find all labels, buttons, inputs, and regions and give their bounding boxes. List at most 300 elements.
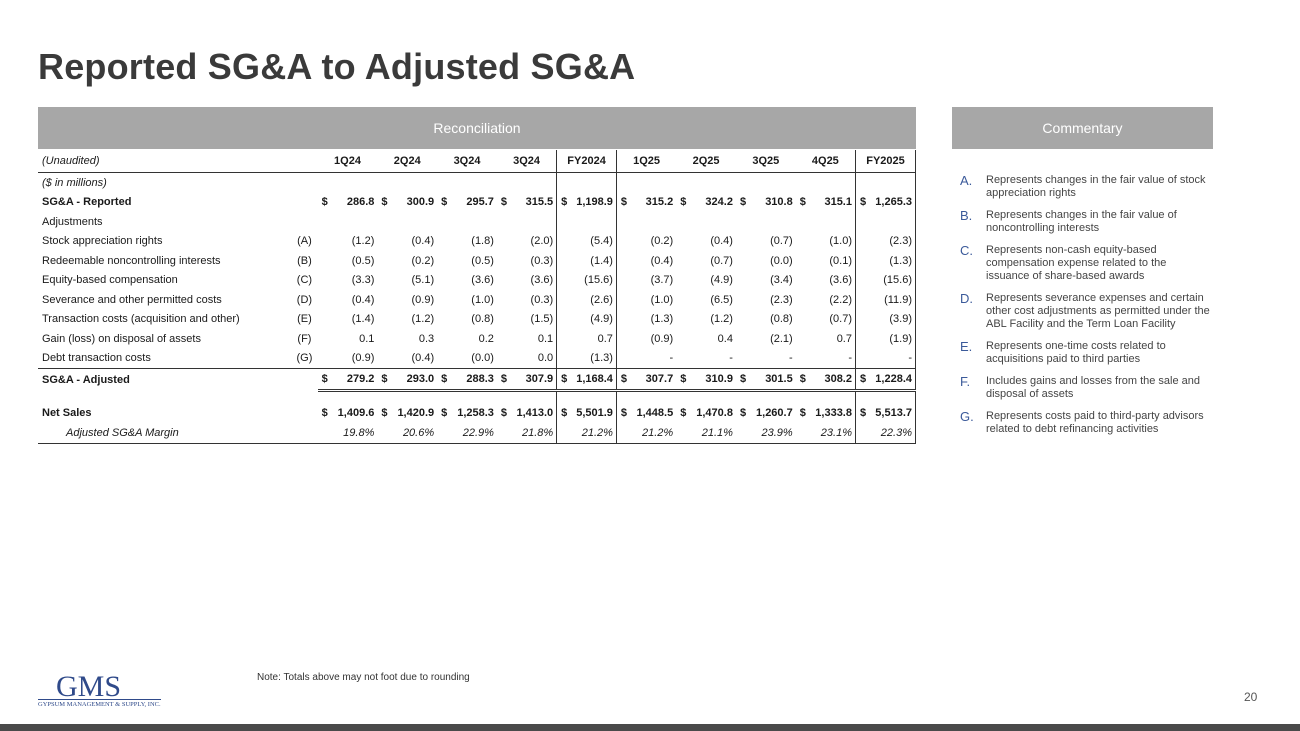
value-cell: (3.9) <box>870 310 916 330</box>
empty-cell <box>736 212 750 232</box>
currency-cell <box>557 423 571 443</box>
empty-cell <box>557 173 571 193</box>
commentary-text: Represents costs paid to third-party advisors related to debt refinancing activities <box>986 410 1204 435</box>
value-cell: 315.2 <box>645 196 674 209</box>
row-label: ($ in millions) <box>42 176 107 189</box>
currency-cell <box>377 232 391 252</box>
currency-cell <box>497 232 511 252</box>
column-header: 2Q25 <box>676 150 736 173</box>
commentary-letter: F. <box>960 374 971 389</box>
adjustment-row <box>38 271 916 291</box>
value-cell: 307.7 <box>631 369 677 391</box>
commentary-letter: A. <box>960 173 973 188</box>
empty-cell <box>557 390 571 404</box>
currency-cell: $ <box>680 196 687 209</box>
commentary-letter: E. <box>960 339 973 354</box>
value-cell: 300.9 <box>406 196 435 209</box>
value-cell: 21.2% <box>571 423 617 443</box>
currency-cell <box>557 232 571 252</box>
currency-cell: $ <box>500 407 508 420</box>
currency-cell: $ <box>557 193 571 213</box>
empty-cell <box>392 390 438 404</box>
row-ref <box>291 404 317 424</box>
currency-cell <box>497 290 511 310</box>
column-header: 3Q24 <box>437 150 497 173</box>
currency-cell <box>796 349 810 369</box>
currency-cell <box>736 290 750 310</box>
currency-cell <box>557 251 571 271</box>
value-cell: (1.3) <box>650 313 674 326</box>
currency-cell: $ <box>736 369 750 391</box>
empty-cell <box>690 212 736 232</box>
row-ref <box>291 423 317 443</box>
value-cell: 310.8 <box>765 196 793 209</box>
column-header: 3Q25 <box>736 150 796 173</box>
currency-cell <box>855 232 869 252</box>
footer-bar <box>0 724 1300 731</box>
row-label: Redeemable noncontrolling interests <box>42 254 221 267</box>
page-title: Reported SG&A to Adjusted SG&A <box>38 46 636 87</box>
value-cell: (5.1) <box>411 274 435 287</box>
value-cell: - <box>789 352 793 365</box>
value-cell: (0.3) <box>530 293 554 306</box>
currency-cell <box>616 251 630 271</box>
row-ref: (E) <box>297 313 312 326</box>
empty-cell <box>318 173 332 193</box>
row-ref <box>291 173 317 193</box>
row-ref: (F) <box>297 332 312 345</box>
row-label: Debt transaction costs <box>42 352 151 365</box>
value-cell: 0.7 <box>571 329 617 349</box>
value-cell: 0.3 <box>418 332 435 345</box>
adjusted-row <box>38 369 916 391</box>
currency-cell <box>318 329 332 349</box>
currency-cell <box>377 329 391 349</box>
currency-cell: $ <box>500 196 508 209</box>
value-cell: (1.5) <box>530 313 554 326</box>
margin-row <box>38 423 916 443</box>
value-cell: (5.4) <box>571 232 617 252</box>
value-cell: (3.7) <box>650 274 674 287</box>
currency-cell <box>796 232 810 252</box>
empty-cell <box>631 173 677 193</box>
value-cell: (1.9) <box>870 329 916 349</box>
empty-cell <box>437 212 451 232</box>
millions-row <box>38 173 916 193</box>
commentary-item <box>960 174 1210 200</box>
currency-cell <box>616 423 630 443</box>
adjustment-row <box>38 329 916 349</box>
value-cell: (0.3) <box>530 254 554 267</box>
rounding-note: Note: Totals above may not foot due to rounding <box>257 672 470 683</box>
currency-cell: $ <box>381 407 388 420</box>
commentary-item <box>960 292 1210 331</box>
empty-cell <box>796 390 810 404</box>
currency-cell <box>796 329 810 349</box>
value-cell: - <box>669 352 674 365</box>
value-cell: (2.2) <box>829 293 852 306</box>
empty-cell <box>332 212 378 232</box>
currency-cell: $ <box>855 193 869 213</box>
value-cell: (0.0) <box>471 352 494 365</box>
value-cell: (1.8) <box>471 235 494 248</box>
currency-cell: $ <box>381 196 388 209</box>
empty-cell <box>631 390 677 404</box>
adjustment-row <box>38 290 916 310</box>
adjustments-row <box>38 212 916 232</box>
unaudited-label: (Unaudited) <box>38 150 291 173</box>
commentary-item <box>960 209 1210 235</box>
currency-cell <box>676 251 690 271</box>
empty-cell <box>497 212 511 232</box>
row-ref <box>291 193 317 213</box>
currency-cell <box>557 310 571 330</box>
empty-cell <box>318 212 332 232</box>
commentary-list <box>960 174 1210 445</box>
row-label: SG&A - Adjusted <box>38 369 291 391</box>
value-cell: (1.0) <box>650 293 674 306</box>
currency-cell <box>557 290 571 310</box>
value-cell: (6.5) <box>710 293 733 306</box>
currency-cell <box>318 290 332 310</box>
value-cell: (1.2) <box>710 313 733 326</box>
value-cell: 315.5 <box>525 196 554 209</box>
empty-cell <box>676 390 690 404</box>
currency-cell <box>616 232 630 252</box>
empty-cell <box>796 212 810 232</box>
value-cell: 1,333.8 <box>815 407 852 420</box>
adjustment-row <box>38 310 916 330</box>
empty-cell <box>676 173 690 193</box>
value-cell: 1,228.4 <box>870 369 916 391</box>
empty-cell <box>810 390 856 404</box>
empty-cell <box>870 390 916 404</box>
empty-cell <box>870 173 916 193</box>
currency-cell: $ <box>321 196 328 209</box>
currency-cell <box>796 423 810 443</box>
empty-cell <box>377 173 391 193</box>
empty-cell <box>511 173 557 193</box>
value-cell: (11.9) <box>870 290 916 310</box>
value-cell: (0.5) <box>471 254 494 267</box>
value-cell: 0.4 <box>717 332 733 345</box>
value-cell: 1,258.3 <box>457 407 494 420</box>
empty-cell <box>631 212 677 232</box>
reported-row <box>38 193 916 213</box>
currency-cell <box>736 329 750 349</box>
row-ref: (C) <box>296 274 313 287</box>
row-ref: (A) <box>297 235 312 248</box>
value-cell: 293.0 <box>392 369 438 391</box>
row-ref: (G) <box>296 352 313 365</box>
currency-cell <box>377 251 391 271</box>
currency-cell <box>855 329 869 349</box>
currency-cell <box>616 349 630 369</box>
value-cell: 0.1 <box>359 332 375 345</box>
value-cell: 301.5 <box>750 369 796 391</box>
currency-cell <box>557 271 571 291</box>
commentary-item <box>960 244 1210 283</box>
empty-cell <box>392 212 438 232</box>
value-cell: (1.2) <box>411 313 435 326</box>
row-label: Gain (loss) on disposal of assets <box>42 332 201 345</box>
empty-cell <box>437 173 451 193</box>
value-cell: (2.0) <box>530 235 554 248</box>
value-cell: (0.9) <box>411 293 435 306</box>
empty-cell <box>855 173 869 193</box>
currency-cell: $ <box>318 369 332 391</box>
value-cell: (2.3) <box>770 293 793 306</box>
value-cell: 324.2 <box>705 196 733 209</box>
value-cell: 5,501.9 <box>571 404 617 424</box>
column-header: FY2024 <box>557 150 617 173</box>
value-cell: (0.4) <box>650 254 674 267</box>
currency-cell: $ <box>437 369 451 391</box>
currency-cell: $ <box>676 369 690 391</box>
empty-cell <box>451 212 497 232</box>
currency-cell: $ <box>855 404 869 424</box>
currency-cell <box>676 310 690 330</box>
currency-cell <box>497 329 511 349</box>
value-cell: (0.5) <box>351 254 375 267</box>
value-cell: 23.9% <box>750 423 796 443</box>
value-cell: 21.8% <box>511 423 557 443</box>
value-cell: 307.9 <box>511 369 557 391</box>
currency-cell <box>497 271 511 291</box>
value-cell: 315.1 <box>824 196 852 209</box>
empty-cell <box>616 173 630 193</box>
currency-cell <box>437 271 451 291</box>
currency-cell <box>736 423 750 443</box>
row-label <box>38 390 291 404</box>
row-label: Stock appreciation rights <box>42 235 163 248</box>
value-cell: (0.8) <box>770 313 793 326</box>
empty-cell <box>497 390 511 404</box>
commentary-item <box>960 410 1210 436</box>
currency-cell <box>736 349 750 369</box>
currency-cell <box>437 310 451 330</box>
row-label: Net Sales <box>42 407 92 420</box>
reconciliation-header: Reconciliation <box>38 107 916 149</box>
currency-cell: $ <box>377 369 391 391</box>
value-cell: (1.4) <box>571 251 617 271</box>
empty-cell <box>497 173 511 193</box>
currency-cell <box>437 251 451 271</box>
column-header: 1Q25 <box>616 150 676 173</box>
value-cell: (1.3) <box>870 251 916 271</box>
empty-cell <box>796 173 810 193</box>
value-cell: (3.3) <box>351 274 375 287</box>
currency-cell <box>318 349 332 369</box>
adjustment-row <box>38 349 916 369</box>
value-cell: 1,470.8 <box>696 407 733 420</box>
value-cell: 1,420.9 <box>397 407 435 420</box>
gms-logo <box>38 670 161 712</box>
currency-cell <box>377 423 391 443</box>
value-cell: (0.9) <box>351 352 375 365</box>
empty-cell <box>736 173 750 193</box>
currency-cell: $ <box>557 369 571 391</box>
currency-cell <box>377 349 391 369</box>
empty-cell <box>810 212 856 232</box>
currency-cell <box>616 271 630 291</box>
value-cell: 308.2 <box>810 369 856 391</box>
value-cell: 286.8 <box>346 196 375 209</box>
value-cell: 1,448.5 <box>636 407 674 420</box>
empty-cell <box>377 390 391 404</box>
value-cell: 19.8% <box>332 423 378 443</box>
value-cell: (0.2) <box>411 254 435 267</box>
currency-cell <box>377 310 391 330</box>
currency-cell <box>318 310 332 330</box>
column-header: FY2025 <box>855 150 915 173</box>
currency-cell <box>616 310 630 330</box>
value-cell: (0.4) <box>411 352 435 365</box>
currency-cell <box>437 349 451 369</box>
empty-cell <box>318 390 332 404</box>
currency-cell <box>676 423 690 443</box>
empty-cell <box>690 173 736 193</box>
commentary-text: Represents changes in the fair value of noncontrolling interests <box>986 209 1177 234</box>
value-cell: (2.1) <box>770 332 793 345</box>
ref-header <box>291 150 317 173</box>
value-cell: 1,168.4 <box>571 369 617 391</box>
currency-cell <box>676 329 690 349</box>
net-sales-row <box>38 404 916 424</box>
currency-cell: $ <box>557 404 571 424</box>
currency-cell <box>497 423 511 443</box>
currency-cell <box>437 423 451 443</box>
value-cell: 21.2% <box>631 423 677 443</box>
currency-cell: $ <box>796 369 810 391</box>
value-cell: 20.6% <box>392 423 438 443</box>
value-cell: (2.6) <box>571 290 617 310</box>
currency-cell: $ <box>616 369 630 391</box>
column-header: 3Q24 <box>497 150 557 173</box>
empty-cell <box>511 390 557 404</box>
value-cell: (0.4) <box>710 235 733 248</box>
empty-cell <box>451 173 497 193</box>
currency-cell <box>616 290 630 310</box>
currency-cell <box>676 232 690 252</box>
value-cell: 1,409.6 <box>337 407 375 420</box>
currency-cell: $ <box>739 196 747 209</box>
value-cell: (15.6) <box>870 271 916 291</box>
value-cell: (1.2) <box>351 235 375 248</box>
empty-cell <box>676 212 690 232</box>
value-cell: 1,413.0 <box>516 407 554 420</box>
row-ref <box>291 390 317 404</box>
commentary-text: Represents one-time costs related to acquisitions paid to third parties <box>986 340 1166 365</box>
value-cell: (0.4) <box>411 235 435 248</box>
column-header: 1Q24 <box>318 150 378 173</box>
currency-cell: $ <box>680 407 687 420</box>
currency-cell: $ <box>799 196 806 209</box>
currency-cell: $ <box>620 196 628 209</box>
currency-cell <box>676 290 690 310</box>
page-number: 20 <box>1244 690 1258 704</box>
column-header: 2Q24 <box>377 150 437 173</box>
empty-cell <box>810 173 856 193</box>
currency-cell <box>796 271 810 291</box>
currency-cell <box>736 232 750 252</box>
value-cell: (0.4) <box>351 293 375 306</box>
row-label: SG&A - Reported <box>42 196 132 209</box>
empty-cell <box>451 390 497 404</box>
row-ref: (B) <box>297 254 312 267</box>
currency-cell <box>855 251 869 271</box>
empty-cell <box>750 173 796 193</box>
row-label: Equity-based compensation <box>42 274 178 287</box>
column-header: 4Q25 <box>796 150 856 173</box>
currency-cell <box>736 251 750 271</box>
value-cell: (1.0) <box>829 235 852 248</box>
currency-cell <box>855 349 869 369</box>
currency-cell <box>557 329 571 349</box>
currency-cell <box>377 271 391 291</box>
value-cell: (2.3) <box>870 232 916 252</box>
reconciliation-table <box>38 150 916 444</box>
currency-cell <box>736 310 750 330</box>
row-ref: (D) <box>296 293 313 306</box>
value-cell: (0.2) <box>650 235 674 248</box>
currency-cell <box>497 349 511 369</box>
empty-cell <box>571 173 617 193</box>
value-cell: 23.1% <box>810 423 856 443</box>
value-cell: 1,198.9 <box>571 193 617 213</box>
value-cell: (1.3) <box>571 349 617 369</box>
adjustment-row <box>38 251 916 271</box>
currency-cell <box>616 329 630 349</box>
commentary-letter: G. <box>960 409 974 424</box>
empty-cell <box>855 212 869 232</box>
value-cell: - <box>870 349 916 369</box>
value-cell: 0.2 <box>478 332 494 345</box>
currency-cell <box>437 232 451 252</box>
value-cell: (3.6) <box>471 274 494 287</box>
value-cell: 22.9% <box>451 423 497 443</box>
currency-cell <box>318 232 332 252</box>
header-row <box>38 150 916 173</box>
commentary-header: Commentary <box>952 107 1213 149</box>
empty-cell <box>557 212 571 232</box>
currency-cell <box>497 251 511 271</box>
value-cell: 1,260.7 <box>756 407 793 420</box>
commentary-item <box>960 340 1210 366</box>
commentary-text: Represents non-cash equity-based compensation expense related to the issuance of share-based awards <box>986 244 1167 282</box>
currency-cell <box>318 251 332 271</box>
empty-cell <box>750 212 796 232</box>
currency-cell <box>855 290 869 310</box>
value-cell: 0.1 <box>537 332 554 345</box>
currency-cell <box>736 271 750 291</box>
value-cell: 1,265.3 <box>870 193 916 213</box>
currency-cell: $ <box>799 407 806 420</box>
value-cell: 22.3% <box>870 423 916 443</box>
currency-cell <box>437 290 451 310</box>
currency-cell: $ <box>855 369 869 391</box>
value-cell: (0.9) <box>650 332 674 345</box>
currency-cell: $ <box>739 407 747 420</box>
value-cell: - <box>848 352 852 365</box>
value-cell: (4.9) <box>571 310 617 330</box>
commentary-text: Represents severance expenses and certain other cost adjustments as permitted under the ABL Facility and the Term Loan Facility <box>986 292 1210 330</box>
value-cell: 5,513.7 <box>870 404 916 424</box>
currency-cell: $ <box>441 407 448 420</box>
commentary-item <box>960 375 1210 401</box>
empty-cell <box>855 390 869 404</box>
currency-cell: $ <box>441 196 448 209</box>
